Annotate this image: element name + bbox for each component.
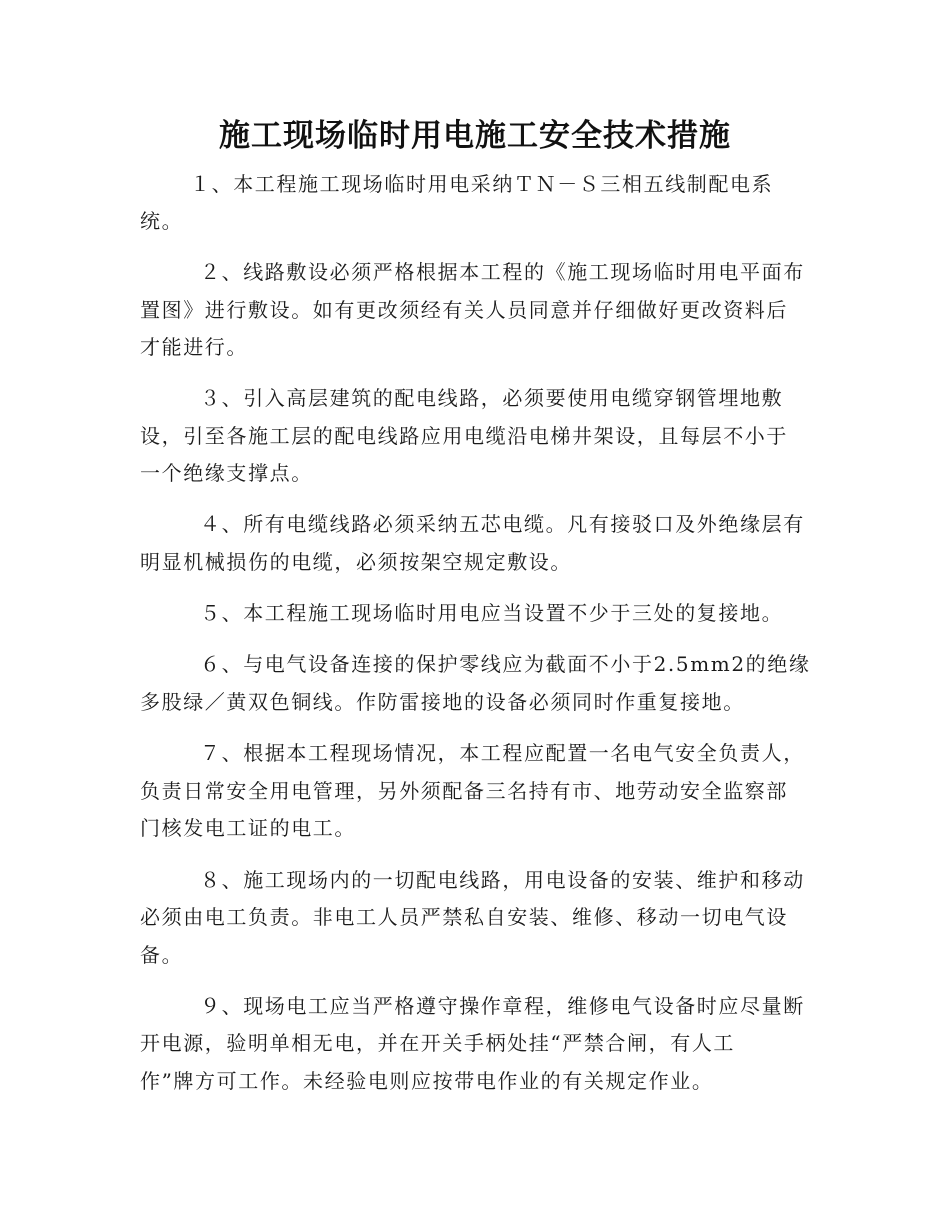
paragraph-3-line-1: ３、引入高层建筑的配电线路，必须要使用电缆穿钢管埋地敷 (200, 386, 784, 410)
document-title: 施工现场临时用电施工安全技术措施 (219, 118, 731, 154)
paragraph-8-line-3: 备。 (140, 943, 184, 967)
paragraph-7-line-1: ７、根据本工程现场情况，本工程应配置一名电气安全负责人， (200, 741, 805, 765)
paragraph-1-line-1: １、本工程施工现场临时用电采纳ＴＮ－Ｓ三相五线制配电系 (190, 172, 774, 196)
paragraph-2-line-3: 才能进行。 (140, 335, 248, 359)
paragraph-4-line-2: 明显机械损伤的电缆，必须按架空规定敷设。 (140, 550, 572, 574)
paragraph-7-line-2: 负责日常安全用电管理，另外须配备三名持有市、地劳动安全监察部 (140, 779, 788, 803)
paragraph-1-line-2: 统。 (140, 209, 184, 233)
paragraph-4-line-1: ４、所有电缆线路必须采纳五芯电缆。凡有接驳口及外绝缘层有 (200, 512, 805, 536)
paragraph-8-line-2: 必须由电工负责。非电工人员严禁私自安装、维修、移动一切电气设 (140, 905, 788, 929)
paragraph-2-line-1: ２、线路敷设必须严格根据本工程的《施工现场临时用电平面布 (200, 260, 805, 284)
paragraph-8-line-1: ８、施工现场内的一切配电线路，用电设备的安装、维护和移动 (200, 868, 805, 892)
paragraph-6-line-2: 多股绿／黄双色铜线。作防雷接地的设备必须同时作重复接地。 (140, 690, 745, 714)
paragraph-9-line-3: 作”牌方可工作。未经验电则应按带电作业的有关规定作业。 (140, 1069, 714, 1093)
paragraph-9-line-2: 开电源，验明单相无电，并在开关手柄处挂“严禁合闸，有人工 (140, 1031, 736, 1055)
paragraph-7-line-3: 门核发电工证的电工。 (140, 816, 356, 840)
paragraph-5-line-1: ５、本工程施工现场临时用电应当设置不少于三处的复接地。 (200, 601, 784, 625)
paragraph-6-line-1: ６、与电气设备连接的保护零线应为截面不小于2.5mm2的绝缘 (200, 652, 811, 676)
paragraph-3-line-3: 一个绝缘支撑点。 (140, 461, 313, 485)
paragraph-2-line-2: 置图》进行敷设。如有更改须经有关人员同意并仔细做好更改资料后 (140, 298, 788, 322)
paragraph-9-line-1: ９、现场电工应当严格遵守操作章程，维修电气设备时应尽量断 (200, 994, 805, 1018)
paragraph-3-line-2: 设，引至各施工层的配电线路应用电缆沿电梯井架设，且每层不小于 (140, 424, 788, 448)
